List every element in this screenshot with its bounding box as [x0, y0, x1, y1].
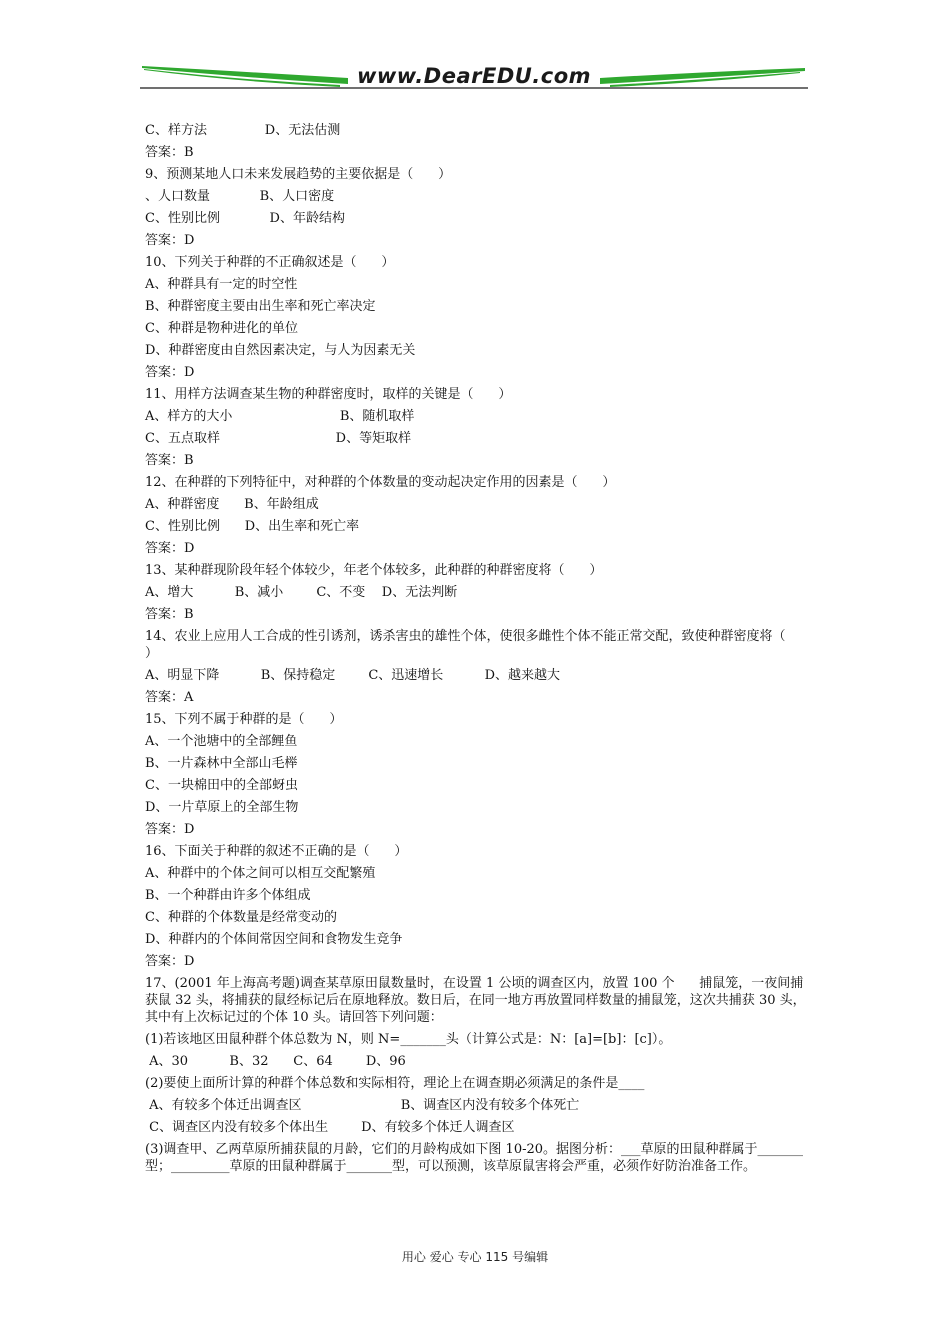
- text-line: A、30 B、32 C、64 D、96: [145, 1054, 406, 1069]
- text-line: C、性别比例 D、年龄结构: [145, 211, 345, 226]
- text-line: A、种群中的个体之间可以相互交配繁殖: [145, 866, 376, 881]
- page-footer: 用心 爱心 专心 115 号编辑: [401, 1250, 549, 1264]
- text-line: B、种群密度主要由出生率和死亡率决定: [145, 299, 376, 314]
- text-line: C、一块棉田中的全部蚜虫: [145, 778, 298, 793]
- document-body: [145, 120, 819, 1178]
- question-14-text: 14、农业上应用人工合成的性引诱剂，诱杀害虫的雄性个体，使很多雌性个体不能正常交配，致使种群密度将（ ）: [145, 629, 819, 661]
- text-line: A、种群具有一定的时空性: [145, 277, 298, 292]
- question-17-parts: [145, 1029, 810, 1139]
- question-17-text: 17、(2001 年上海高考题)调查某草原田鼠数量时，在设置 1 公顷的调查区内，放置 100 个 捕鼠笼，一夜间捕获鼠 32 头，将捕获的鼠经标记后在原地释放。数日后，在同一地方再放置同样数量的捕鼠笼，这次共捕获 30 头，其中有上次标记过的个体 10 头。请回答下列问题：: [145, 976, 806, 1025]
- text-line: 11、用样方法调查某生物的种群密度时，取样的关键是（ ）: [145, 387, 512, 402]
- text-line: B、一片森林中全部山毛榉: [145, 756, 298, 771]
- text-line: 10、下列关于种群的不正确叙述是（ ）: [145, 255, 395, 270]
- text-line: 9、预测某地人口未来发展趋势的主要依据是（ ）: [145, 167, 452, 182]
- text-line: 13、某种群现阶段年轻个体较少，年老个体较多，此种群的种群密度将（ ）: [145, 563, 603, 578]
- text-line: C、种群是物种进化的单位: [145, 321, 298, 336]
- header-banner: [140, 58, 808, 98]
- text-line: 答案：D: [145, 822, 195, 837]
- text-line: 16、下面关于种群的叙述不正确的是（ ）: [145, 844, 408, 859]
- text-line: A、明显下降 B、保持稳定 C、迅速增长 D、越来越大: [145, 668, 561, 683]
- text-line: 答案：D: [145, 365, 195, 380]
- text-line: D、种群密度由自然因素决定，与人为因素无关: [145, 343, 416, 358]
- text-line: D、一片草原上的全部生物: [145, 800, 299, 815]
- text-line: 答案：D: [145, 954, 195, 969]
- text-line: 答案：B: [145, 453, 194, 468]
- text-line: A、增大 B、减小 C、不变 D、无法判断: [145, 585, 458, 600]
- text-line: A、样方的大小 B、随机取样: [145, 409, 415, 424]
- text-line: 答案：B: [145, 607, 194, 622]
- text-line: C、性别比例 D、出生率和死亡率: [145, 519, 360, 534]
- text-line: 12、在种群的下列特征中，对种群的个体数量的变动起决定作用的因素是（ ）: [145, 475, 616, 490]
- text-line: 、人口数量 B、人口密度: [145, 189, 335, 204]
- brand-text: www.DearEDU.com: [356, 64, 592, 88]
- questions-9-13: [145, 120, 810, 626]
- text-line: 答案：A: [145, 690, 194, 705]
- text-line: (2)要使上面所计算的种群个体总数和实际相符，理论上在调查期必须满足的条件是____: [145, 1076, 645, 1091]
- questions-14-16: [145, 665, 810, 973]
- text-line: A、种群密度 B、年龄组成: [145, 497, 319, 512]
- question-17-part-3: (3)调查甲、乙两草原所捕获鼠的月龄，它们的月龄构成如下图 10-20。据图分析：___草原的田鼠种群属于_______型；_________草原的田鼠种群属于_______型，可以预测，该草原鼠害将会严重，必须作好防治准备工作。: [145, 1142, 804, 1174]
- text-line: C、样方法 D、无法估测: [145, 123, 341, 138]
- text-line: 15、下列不属于种群的是（ ）: [145, 712, 343, 727]
- text-line: 答案：B: [145, 145, 194, 160]
- text-line: (1)若该地区田鼠种群个体总数为 N，则 N=_______头（计算公式是：N：[a]=[b]：[c]）。: [145, 1032, 672, 1047]
- text-line: C、五点取样 D、等矩取样: [145, 431, 412, 446]
- text-line: A、有较多个体迁出调查区 B、调查区内没有较多个体死亡: [145, 1098, 580, 1113]
- text-line: C、种群的个体数量是经常变动的: [145, 910, 337, 925]
- text-line: 答案：D: [145, 233, 195, 248]
- text-line: A、一个池塘中的全部鲤鱼: [145, 734, 298, 749]
- text-line: 答案：D: [145, 541, 195, 556]
- text-line: C、调查区内没有较多个体出生 D、有较多个体迁人调查区: [145, 1120, 515, 1135]
- text-line: B、一个种群由许多个体组成: [145, 888, 311, 903]
- text-line: D、种群内的个体间常因空间和食物发生竞争: [145, 932, 403, 947]
